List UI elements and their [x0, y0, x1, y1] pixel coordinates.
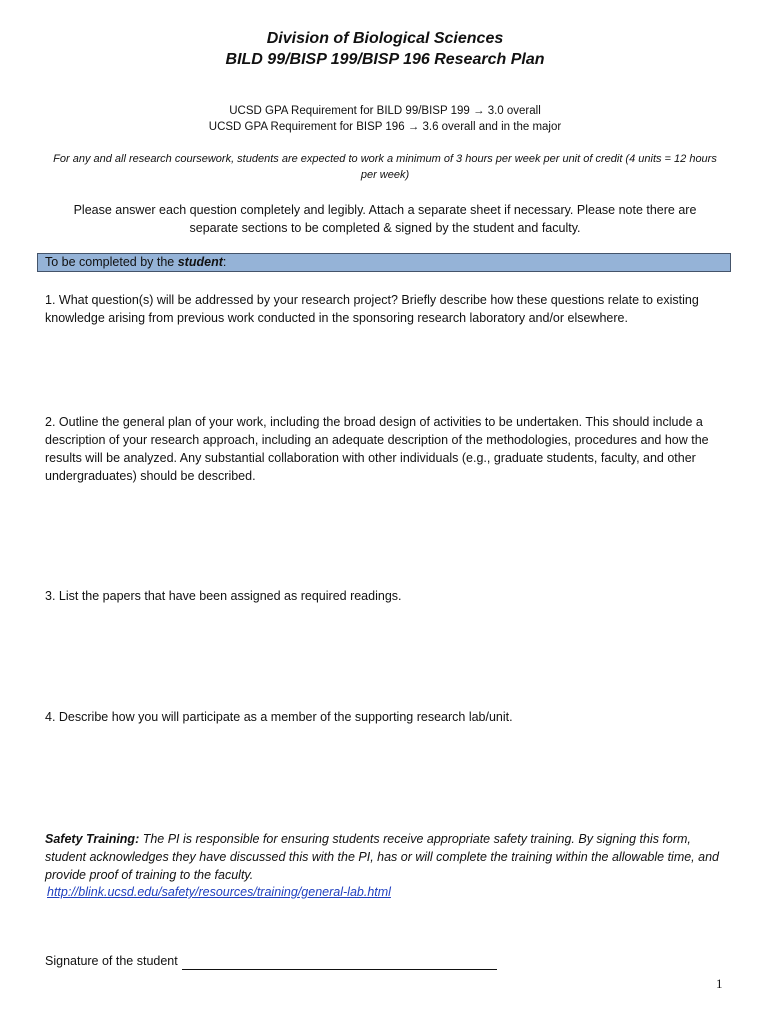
- safety-training-text: The PI is responsible for ensuring students receive appropriate safety training. By signing this form, student acknowledges they have discussed this with the PI, has or will complete the training within the allowable time, and provide proof of training to the faculty.: [45, 832, 719, 882]
- gpa-requirement-line-1: UCSD GPA Requirement for BILD 99/BISP 199 → 3.0 overall: [229, 105, 541, 117]
- gpa-requirement-line-2: UCSD GPA Requirement for BISP 196 → 3.6 overall and in the major: [208, 121, 562, 133]
- document-title: Division of Biological Sciences: [266, 30, 504, 47]
- safety-training-label: Safety Training:: [45, 832, 140, 846]
- page-number: 1: [716, 976, 723, 991]
- signature-line[interactable]: [182, 956, 497, 970]
- hours-expectation-note: For any and all research coursework, students are expected to work a minimum of 3 hours per week per unit of credit (4 units = 12 hours per week): [53, 153, 717, 181]
- signature-label: Signature of the student: [45, 954, 178, 968]
- document-subtitle: BILD 99/BISP 199/BISP 196 Research Plan: [225, 51, 545, 68]
- question-2: 2. Outline the general plan of your work, including the broad design of activities to be undertaken. This should include a description of your research approach, including an adequate description of the methodologies, procedures and how the results will be analyzed. Any substantial collaboration with other individuals (e.g., graduate students, faculty, and other undergraduates) should be described.: [45, 415, 709, 483]
- section-header-prefix: To be completed by the: [45, 255, 178, 269]
- question-1: 1. What question(s) will be addressed by your research project? Briefly describe how these questions relate to existing knowledge arising from previous work conducted in the sponsoring research laboratory and/or elsewhere.: [45, 293, 699, 325]
- section-header-emphasis: student: [177, 255, 223, 269]
- safety-training-paragraph: [45, 830, 730, 884]
- student-signature-field: [45, 952, 497, 970]
- safety-training-link[interactable]: http://blink.ucsd.edu/safety/resources/training/general-lab.html: [47, 885, 391, 899]
- instructions-paragraph: Please answer each question completely and legibly. Attach a separate sheet if necessary. Please note there are separate sections to be completed & signed by the student and faculty.: [73, 203, 697, 235]
- question-3: 3. List the papers that have been assigned as required readings.: [45, 589, 402, 603]
- section-header-suffix: :: [222, 255, 227, 269]
- question-4: 4. Describe how you will participate as a member of the supporting research lab/unit.: [45, 710, 513, 724]
- student-section-header: [37, 253, 731, 272]
